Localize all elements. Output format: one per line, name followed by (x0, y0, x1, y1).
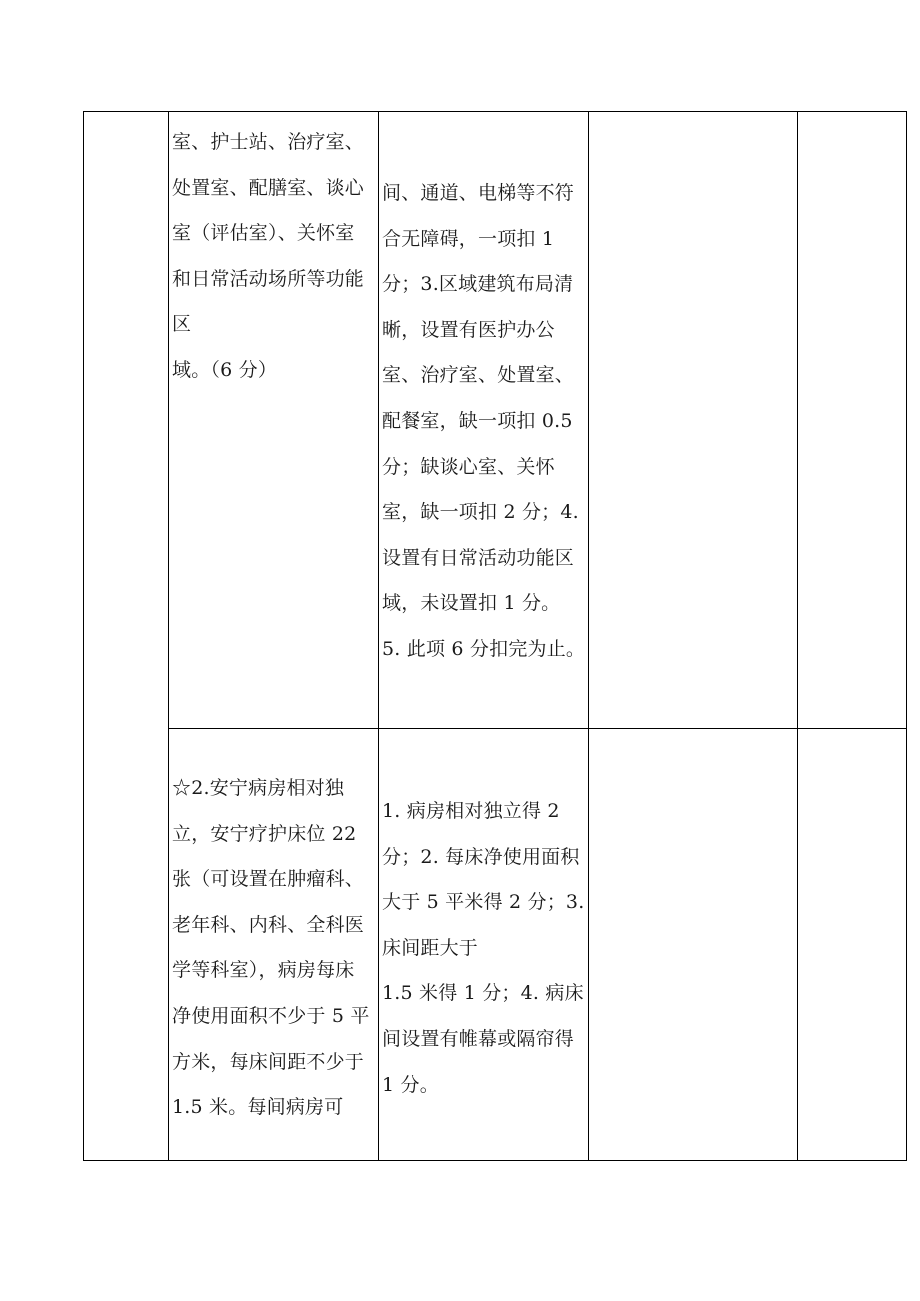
table-cell-requirement: 室、护士站、治疗室、 处置室、配膳室、谈心 室（评估室）、关怀室 和日常活动场所等功能 区 域。（6 分） (172, 131, 365, 381)
col-border-2 (378, 111, 379, 1161)
col-border-right (906, 111, 907, 1161)
col-border-4 (797, 111, 798, 1161)
table-cell-scoring-criteria: 1. 病房相对独立得 2 分；2. 每床净使用面积 大于 5 平米得 2 分；3. 床间距大于 1.5 米得 1 分；4. 病床 间设置有帷幕或隔帘得 1 分。 (382, 800, 585, 1096)
col-border-3 (588, 111, 589, 1161)
table-top-border (83, 111, 907, 112)
table-bottom-border (83, 1160, 907, 1161)
col-border-left (83, 111, 84, 1161)
table-cell-requirement: ☆2.安宁病房相对独 立，安宁疗护床位 22 张（可设置在肿瘤科、 老年科、内科、全科医 学等科室），病房每床 净使用面积不少于 5 平 方米，每床间距不少于 1.5 米。每间病房可 (172, 777, 370, 1119)
col-border-1 (168, 111, 169, 1161)
table-cell-scoring-criteria: 间、通道、电梯等不符 合无障碍，一项扣 1 分；3.区域建筑布局清 晰，设置有医护办公 室、治疗室、处置室、 配餐室，缺一项扣 0.5 分；缺谈心室、关怀 室，缺一项扣 2 分；4. 设置有日常活动功能区 域，未设置扣 1 分。 5. 此项 6 分扣完为止。 (382, 182, 586, 660)
